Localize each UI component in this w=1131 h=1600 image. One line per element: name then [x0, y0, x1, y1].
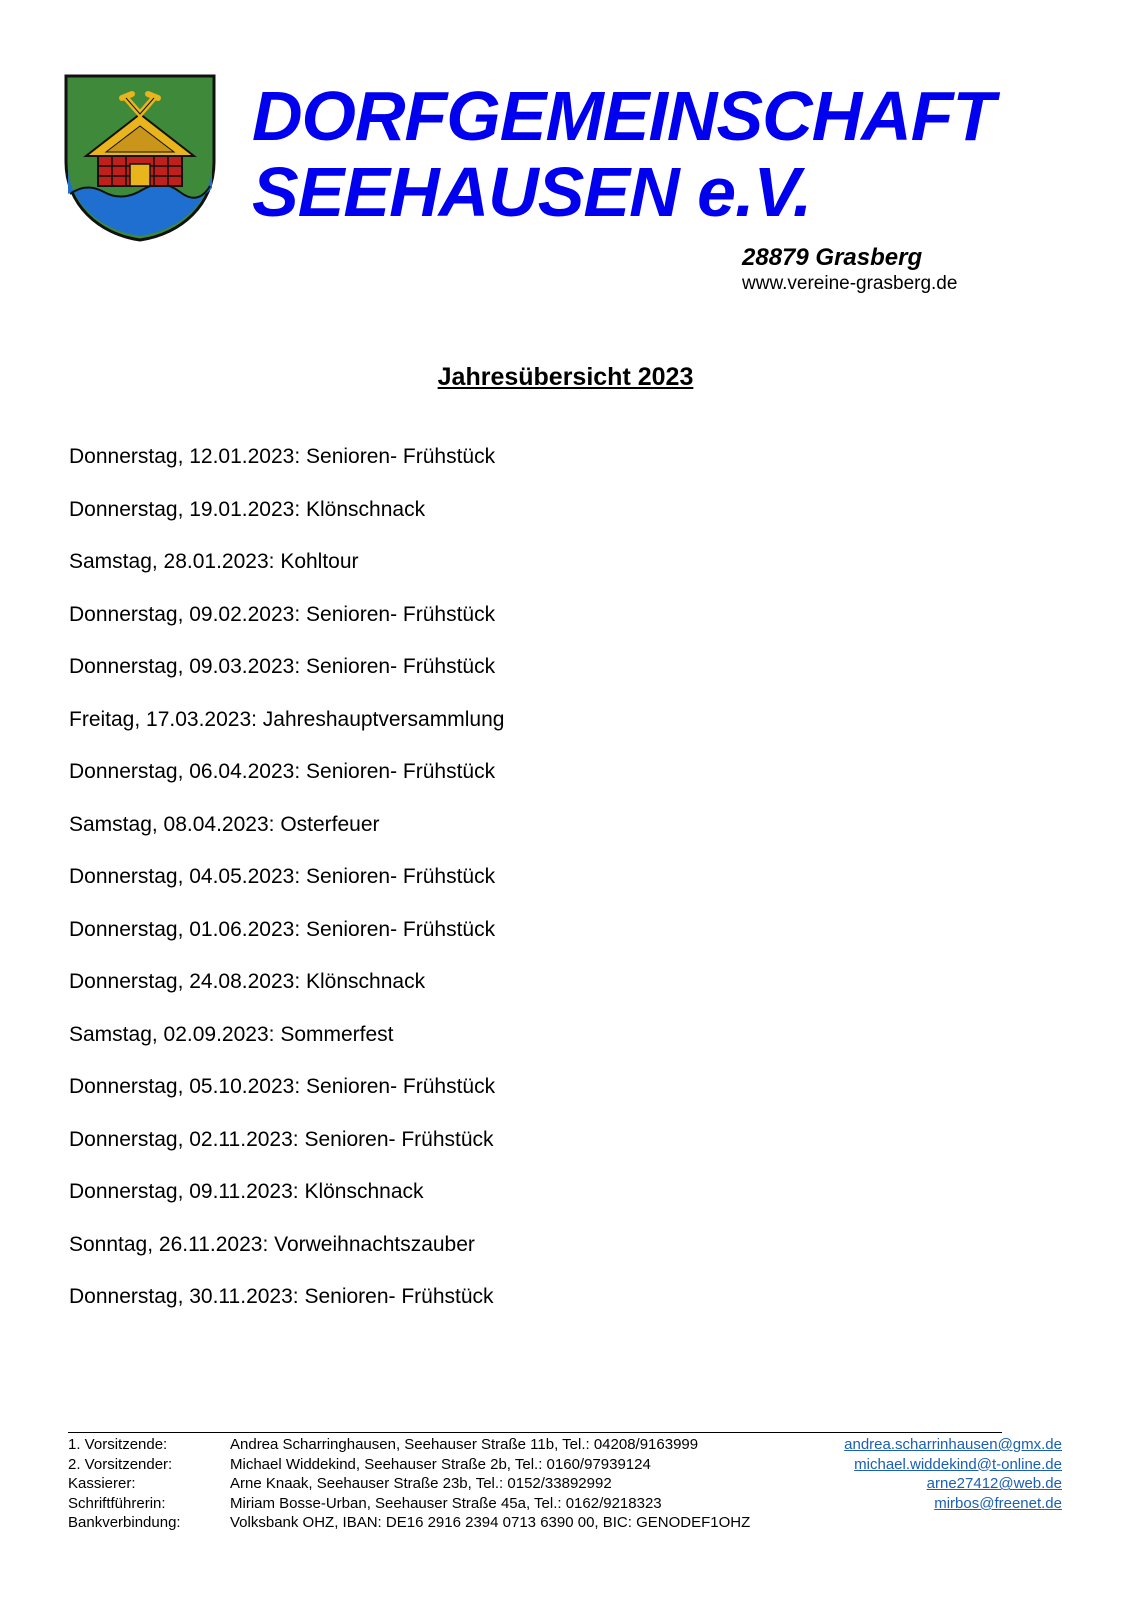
event-item: Donnerstag, 01.06.2023: Senioren- Frühstück — [69, 917, 496, 941]
footer-contacts — [68, 1435, 1062, 1533]
footer-row — [68, 1494, 1062, 1514]
organization-name-line-2: SEEHAUSEN e.V. — [252, 153, 812, 231]
contact-role: Bankverbindung: — [68, 1514, 181, 1532]
event-item: Donnerstag, 09.11.2023: Klönschnack — [69, 1180, 424, 1203]
city-label: 28879 Grasberg — [742, 244, 923, 271]
website-link[interactable]: www.vereine-grasberg.de — [742, 273, 958, 294]
event-item: Donnerstag, 05.10.2023: Senioren- Frühstück — [69, 1075, 496, 1098]
event-item: Donnerstag, 09.03.2023: Senioren- Frühstück — [69, 655, 496, 678]
contact-detail: Arne Knaak, Seehauser Straße 23b, Tel.: 0152/33892992 — [230, 1475, 612, 1493]
event-item: Donnerstag, 19.01.2023: Klönschnack — [69, 497, 426, 521]
event-item: Donnerstag, 02.11.2023: Senioren- Frühstück — [69, 1127, 494, 1151]
event-item: Samstag, 28.01.2023: Kohltour — [69, 550, 359, 573]
footer-row — [68, 1435, 1062, 1455]
event-item: Samstag, 08.04.2023: Osterfeuer — [69, 812, 380, 836]
footer-row — [68, 1455, 1062, 1475]
contact-role: Schriftführerin: — [68, 1494, 166, 1512]
event-item: Sonntag, 26.11.2023: Vorweihnachtszauber — [69, 1232, 475, 1256]
contact-detail: Andrea Scharringhausen, Seehauser Straße 11b, Tel.: 04208/9163999 — [230, 1436, 699, 1453]
bank-detail: Volksbank OHZ, IBAN: DE16 2916 2394 0713 6390 00, BIC: GENODEF1OHZ — [230, 1514, 751, 1532]
contact-role: Kassierer: — [68, 1475, 136, 1493]
event-item: Donnerstag, 12.01.2023: Senioren- Frühstück — [69, 445, 496, 468]
organization-name-line-1: DORFGEMEINSCHAFT — [252, 77, 995, 155]
event-list — [69, 444, 504, 1337]
village-crest-icon — [64, 74, 216, 242]
footer-row — [68, 1474, 1062, 1494]
address-block — [742, 244, 957, 296]
contact-detail: Michael Widdekind, Seehauser Straße 2b, Tel.: 0160/97939124 — [230, 1455, 651, 1473]
contact-role: 1. Vorsitzende: — [68, 1436, 168, 1453]
footer-row — [68, 1513, 1062, 1533]
contact-email-link[interactable]: mirbos@freenet.de — [934, 1494, 1062, 1512]
event-item: Donnerstag, 06.04.2023: Senioren- Frühstück — [69, 760, 496, 783]
contact-detail: Miriam Bosse-Urban, Seehauser Straße 45a, Tel.: 0162/9218323 — [230, 1494, 662, 1512]
contact-email-link[interactable]: arne27412@web.de — [926, 1475, 1062, 1493]
footer-divider — [68, 1432, 1002, 1433]
event-item: Freitag, 17.03.2023: Jahreshauptversammlung — [69, 707, 505, 731]
document-title: Jahresübersicht 2023 — [437, 363, 694, 391]
event-item: Donnerstag, 30.11.2023: Senioren- Frühstück — [69, 1285, 494, 1308]
contact-email-link[interactable]: michael.widdekind@t-online.de — [854, 1455, 1062, 1473]
contact-role: 2. Vorsitzender: — [68, 1455, 173, 1473]
organization-name — [252, 78, 994, 230]
event-item: Donnerstag, 09.02.2023: Senioren- Frühstück — [69, 602, 496, 626]
event-item: Donnerstag, 04.05.2023: Senioren- Frühstück — [69, 865, 496, 888]
event-item: Samstag, 02.09.2023: Sommerfest — [69, 1022, 394, 1046]
event-item: Donnerstag, 24.08.2023: Klönschnack — [69, 970, 426, 993]
contact-email-link[interactable]: andrea.scharrinhausen@gmx.de — [844, 1436, 1062, 1453]
